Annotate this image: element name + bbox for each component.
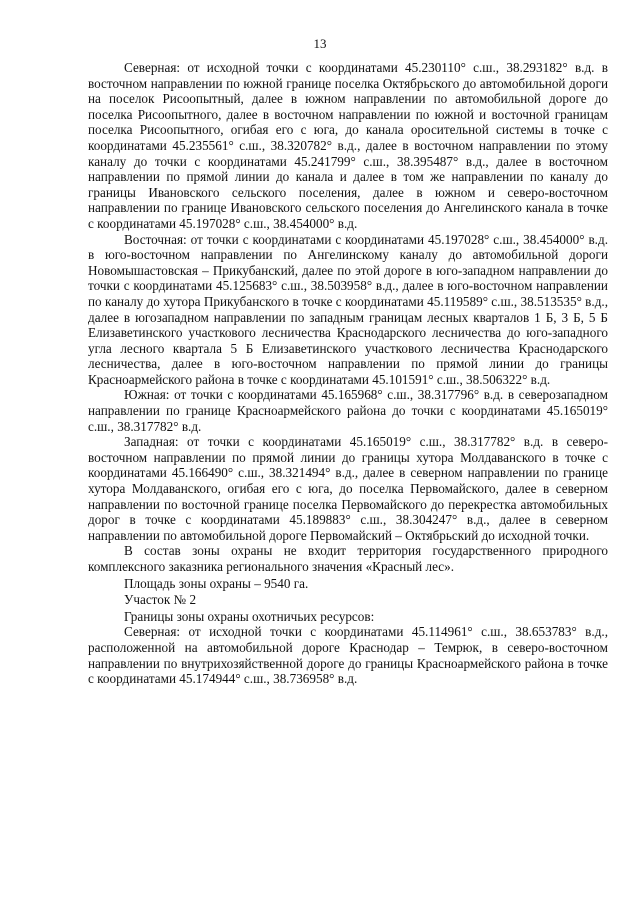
paragraph-plot2-north-boundary: Северная: от исходной точки с координатами 45.114961° с.ш., 38.653783° в.д., расположенной на автомобильной дороге Краснодар – Темрюк, в северо-восточном направлении по внутрихозяйственной дороге до границы Красноармейского района в точке с координатами 45.174944° с.ш., 38.736958° в.д. [88,624,608,687]
paragraph-north-boundary: Северная: от исходной точки с координатами 45.230110° с.ш., 38.293182° в.д. в восточном направлении по южной границе поселка Октябрьского до автомобильной дороги на поселок Рисоопытный, далее в южном направлении по автомобильной дороге до поселка Рисоопытного, далее в восточном направлении по южной и восточной границам поселка Рисоопытного, огибая его с юга, до канала оросительной системы в точке с координатами 45.235561° с.ш., 38.320782° в.д., далее в восточном направлении по этому каналу до точки с координатами 45.241799° с.ш., 38.395487° в.д., далее в восточном направлении по прямой линии до канала и далее в том же направлении по каналу до границы Ивановского сельского поселения, далее в южном и северо-восточном направлении по границе Ивановского сельского поселения до Ангелинского канала в точке с координатами 45.197028° с.ш., 38.454000° в.д. [88,60,608,231]
section-heading-plot-2: Участок № 2 [124,592,197,608]
paragraph-boundaries-heading: Границы зоны охраны охотничьих ресурсов: [124,608,375,624]
page-number: 13 [313,36,327,51]
paragraph-area: Площадь зоны охраны – 9540 га. [124,575,309,591]
paragraph-east-boundary: Восточная: от точки с координатами с координатами 45.197028° с.ш., 38.454000° в.д. в юго-восточном направлении по Ангелинскому каналу до автомобильной дороги Новомышастовская – Прикубанский, далее по этой дороге в юго-западном направлении до точки с координатами 45.125683° с.ш., 38.503958° в.д., далее в юго-восточном направлении по каналу до хутора Прикубанского в точке с координатами 45.119589° с.ш., 38.513535° в.д., далее в югозападном направлении по западным границам лесных кварталов 1 Б, 3 Б, 5 Б Елизаветинского участкового лесничества Краснодарского лесничества до юго-западного угла лесного квартала 5 Б Елизаветинского участкового лесничества Краснодарского лесничества, далее в юго-восточном направлении по прямой линии до границы Красноармейского района в точке с координатами 45.101591° с.ш., 38.506322° в.д. [88,231,608,387]
paragraph-exclusion-note: В состав зоны охраны не входит территория государственного природного комплексного заказника регионального значения «Красный лес». [88,543,608,574]
paragraph-south-boundary: Южная: от точки с координатами 45.165968° с.ш., 38.317796° в.д. в северозападном направлении по границе Красноармейского района до точки с координатами 45.165019° с.ш., 38.317782° в.д. [88,387,608,434]
paragraph-west-boundary: Западная: от точки с координатами 45.165019° с.ш., 38.317782° в.д. в северо-восточном направлении по прямой линии до границы хутора Молдаванского в точке с координатами 45.166490° с.ш., 38.321494° в.д., далее в северном направлении по границе хутора Молдаванского, огибая его с юга, до поселка Первомайского, далее в северном направлении по восточной границе поселка Первомайского до перекрестка автомобильных дорог в точке с координатами 45.189883° с.ш., 38.304247° в.д., далее в северном направлении по автомобильной дороге Первомайский – Октябрьский до исходной точки. [88,434,608,543]
document-body [88,60,608,687]
